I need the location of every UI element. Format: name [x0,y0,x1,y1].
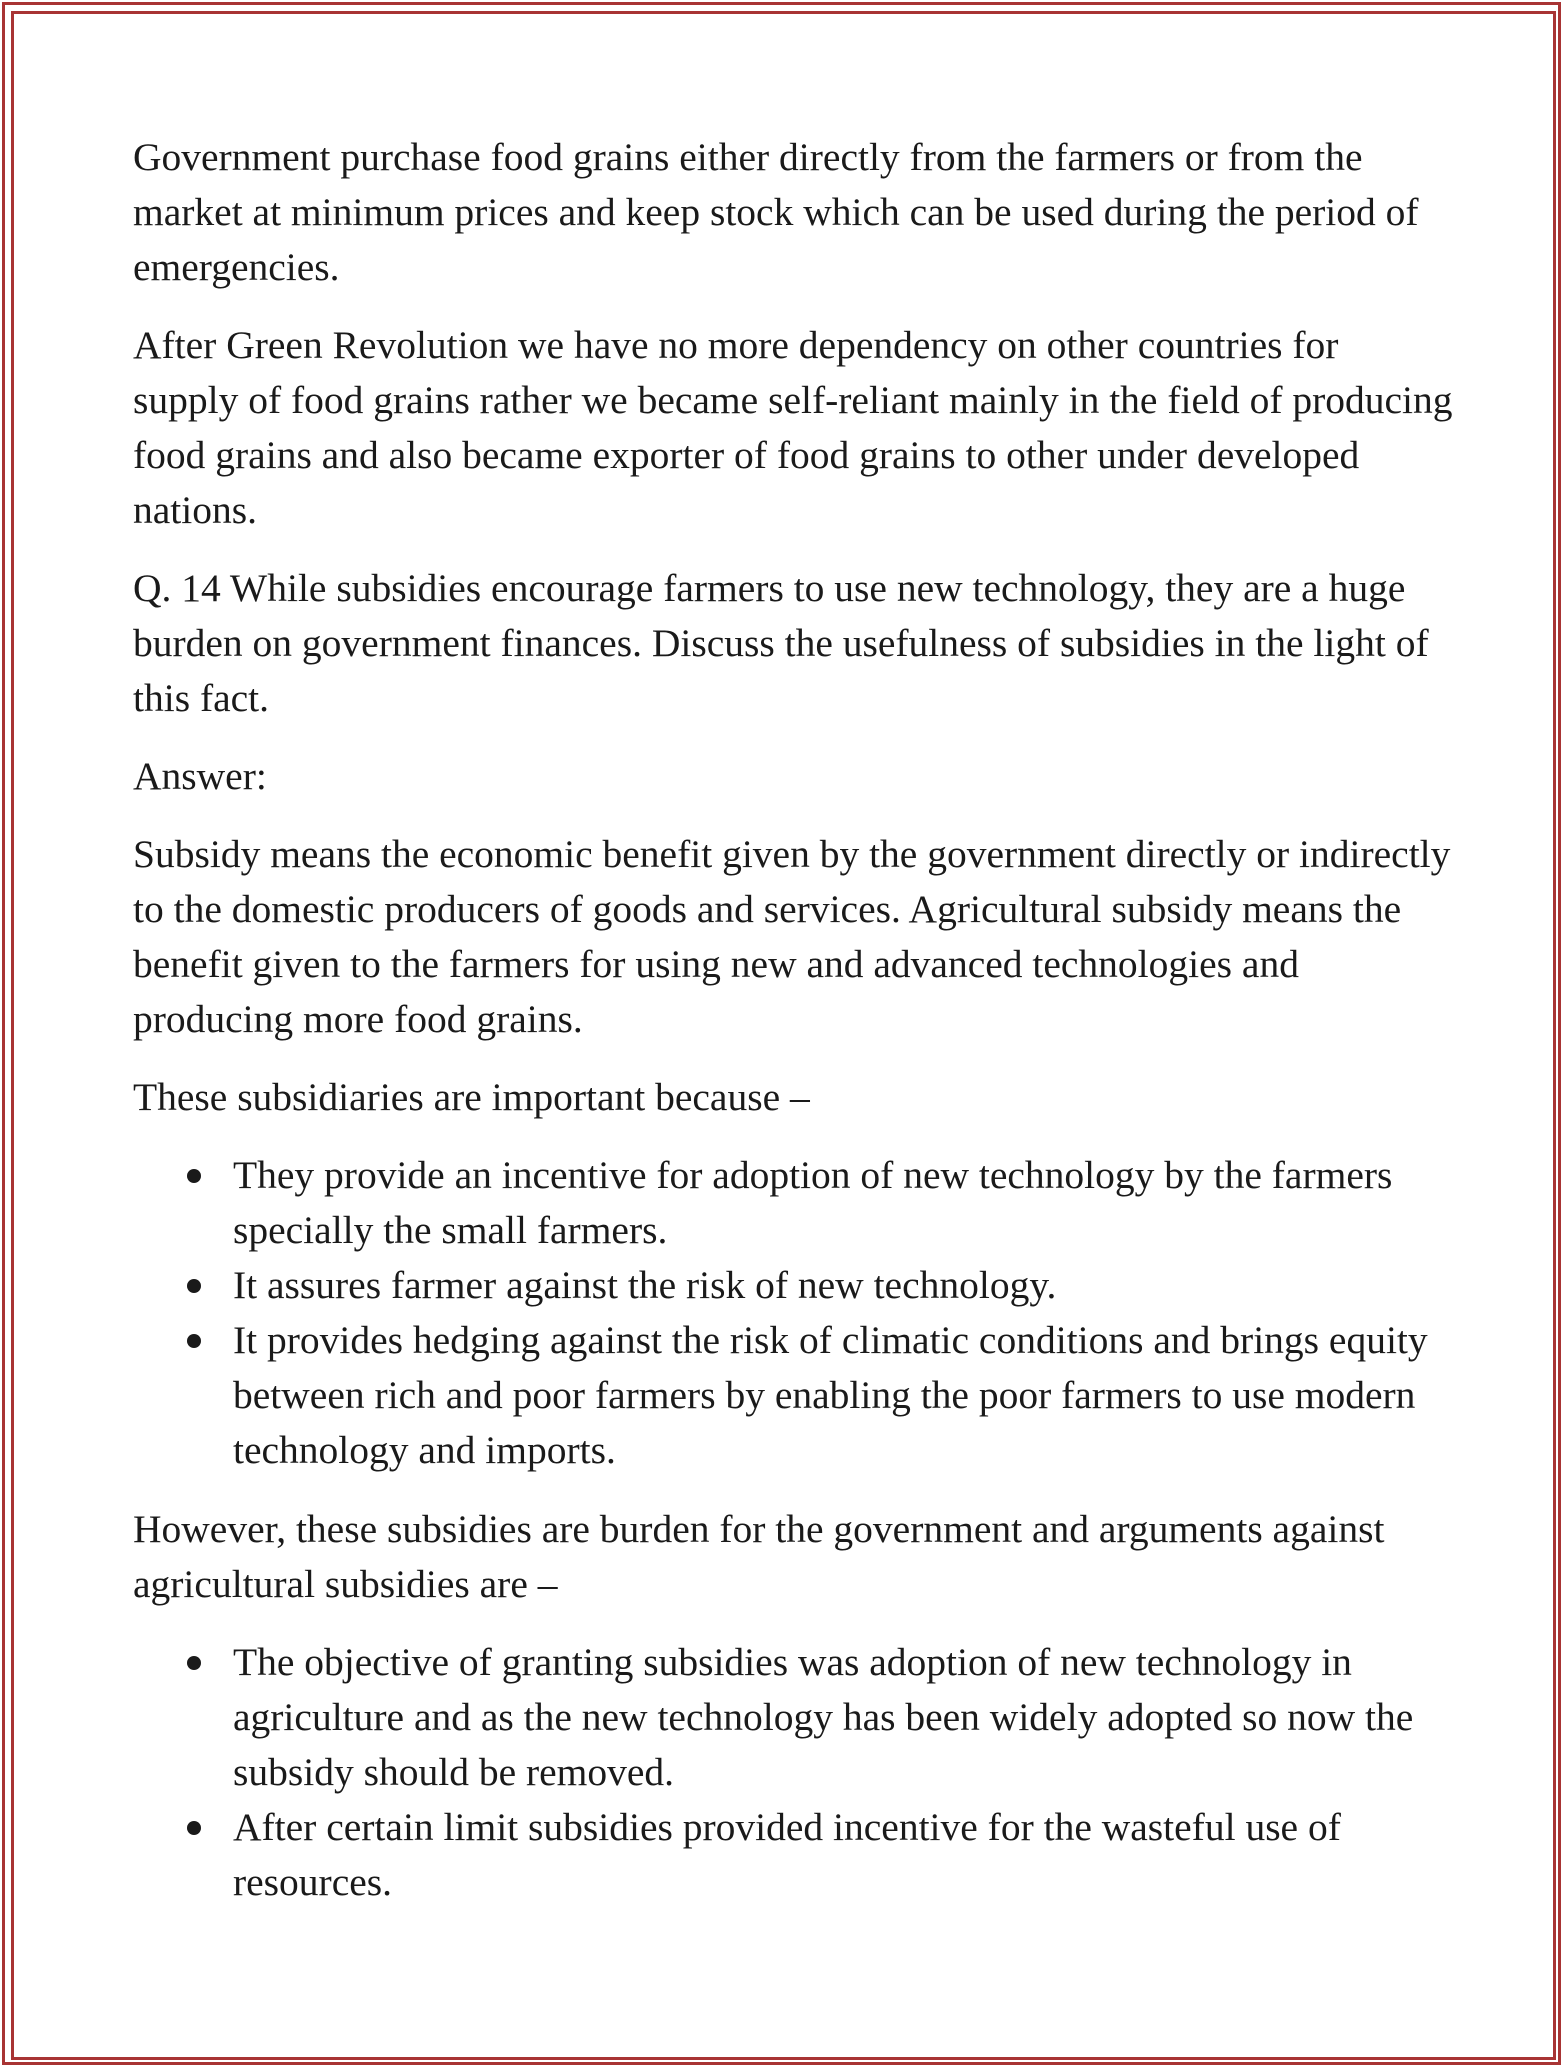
list-item [233,1313,1453,1478]
bullet-icon [187,1279,201,1293]
bullet-icon [187,1169,201,1183]
paragraph-green-revolution: After Green Revolution we have no more dependency on other countries for supply of food grains rather we became self-reliant mainly in the field of producing food grains and also became exporter of food grains to other under developed nations. [133,323,1453,532]
importance-intro: These subsidiaries are important because – [133,1075,810,1119]
bullet-icon [187,1334,201,1348]
list-item [233,1635,1453,1800]
list-item-text: After certain limit subsidies provided incentive for the wasteful use of resources. [233,1805,1341,1904]
question-14: Q. 14 While subsidies encourage farmers to use new technology, they are a huge burden on government finances. Discuss the usefulness of subsidies in the light of this fact. [133,566,1429,720]
list-item-text: It provides hedging against the risk of climatic conditions and brings equity between rich and poor farmers by enabling the poor farmers to use modern technology and imports. [233,1318,1428,1472]
paragraph-grain-purchase: Government purchase food grains either directly from the farmers or from the market at minimum prices and keep stock which can be used during the period of emergencies. [133,135,1419,289]
burden-intro: However, these subsidies are burden for the government and arguments against agricultural subsidies are – [133,1507,1385,1606]
list-item-text: The objective of granting subsidies was adoption of new technology in agriculture and as the new technology has been widely adopted so now the subsidy should be removed. [233,1640,1414,1794]
list-item-text: They provide an incentive for adoption of new technology by the farmers specially the small farmers. [233,1153,1393,1252]
importance-list [133,1148,1453,1478]
list-item [233,1800,1453,1910]
list-item-text: It assures farmer against the risk of new technology. [233,1263,1057,1307]
answer-label: Answer: [133,754,267,798]
bullet-icon [187,1656,201,1670]
burden-list [133,1635,1453,1910]
document-body [133,130,1453,1934]
list-item [233,1148,1453,1258]
bullet-icon [187,1821,201,1835]
list-item [233,1258,1453,1313]
paragraph-subsidy-definition: Subsidy means the economic benefit given by the government directly or indirectly to the domestic producers of goods and services. Agricultural subsidy means the benefit given to the farmers for using new and advanced technologies and producing more food grains. [133,832,1451,1041]
